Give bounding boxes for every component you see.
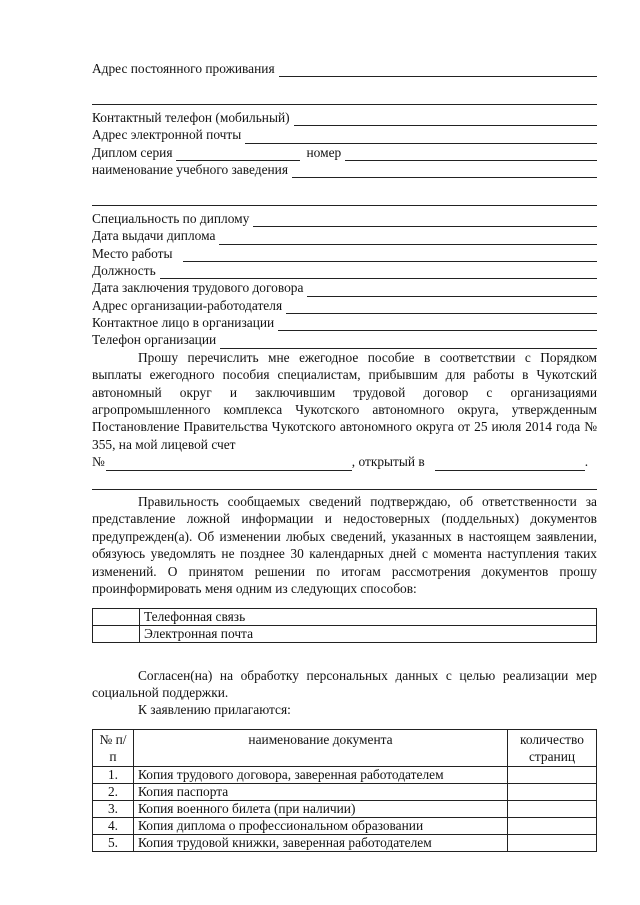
field-specialty: [92, 210, 597, 227]
document-name: Копия трудовой книжки, заверенная работодателем: [134, 834, 508, 851]
contact-method-label: Электронная почта: [140, 625, 597, 642]
table-header-row: [93, 729, 597, 766]
row-number: 2.: [93, 783, 134, 800]
column-header-document: наименование документа: [134, 729, 508, 766]
document-name: Копия трудового договора, заверенная работодателем: [134, 766, 508, 783]
field-label: Дата заключения трудового договора: [92, 280, 304, 296]
field-email: [92, 126, 597, 143]
table-row: [93, 834, 597, 851]
field-contact-person: [92, 314, 597, 331]
field-label: Телефон организации: [92, 332, 217, 348]
field-label: Адрес организации-работодателя: [92, 297, 283, 313]
field-mobile-phone: [92, 109, 597, 126]
page-count-cell[interactable]: [508, 800, 597, 817]
table-row: [93, 608, 597, 625]
attachments-table: [92, 729, 597, 852]
position-input-line[interactable]: [160, 266, 597, 279]
table-row: [93, 800, 597, 817]
account-continuation-line[interactable]: [92, 475, 597, 490]
contact-method-checkbox[interactable]: [93, 608, 140, 625]
diploma-number-input-line[interactable]: [345, 148, 597, 161]
address-input-line[interactable]: [279, 64, 597, 77]
organization-phone-input-line[interactable]: [220, 336, 597, 349]
field-label: Контактный телефон (мобильный): [92, 109, 290, 125]
document-name: Копия военного билета (при наличии): [134, 800, 508, 817]
contact-methods-table: [92, 608, 597, 643]
field-label: наименование учебного заведения: [92, 161, 289, 177]
employer-address-input-line[interactable]: [286, 301, 597, 314]
period: .: [584, 454, 589, 470]
diploma-series-input-line[interactable]: [176, 148, 300, 161]
field-label: Адрес постоянного проживания: [92, 60, 275, 76]
row-number: 1.: [93, 766, 134, 783]
page-count-cell[interactable]: [508, 783, 597, 800]
field-label: Должность: [92, 262, 156, 278]
contract-date-input-line[interactable]: [307, 284, 597, 297]
contact-method-checkbox[interactable]: [93, 625, 140, 642]
field-contract-date: [92, 279, 597, 296]
field-label: Адрес электронной почты: [92, 127, 242, 143]
diploma-date-input-line[interactable]: [219, 232, 597, 245]
column-header-number: № п/п: [93, 729, 134, 766]
bank-name-input-line[interactable]: [435, 458, 585, 471]
row-number: 5.: [93, 834, 134, 851]
column-header-pages: количество страниц: [508, 729, 597, 766]
field-organization-phone: [92, 331, 597, 348]
field-employer-address: [92, 297, 597, 314]
application-form: [92, 60, 597, 852]
mobile-phone-input-line[interactable]: [294, 113, 597, 126]
field-label: Специальность по диплому: [92, 210, 250, 226]
institution-input-line[interactable]: [292, 165, 597, 178]
table-row: [93, 625, 597, 642]
document-name: Копия диплома о профессиональном образовании: [134, 817, 508, 834]
page-count-cell[interactable]: [508, 834, 597, 851]
table-row: [93, 817, 597, 834]
field-label: Дата выдачи диплома: [92, 228, 216, 244]
page-count-cell[interactable]: [508, 766, 597, 783]
table-row: [93, 783, 597, 800]
table-row: [93, 766, 597, 783]
field-institution: [92, 161, 597, 178]
workplace-input-line[interactable]: [183, 249, 598, 262]
attachments-intro: К заявлению прилагаются:: [138, 702, 291, 718]
email-input-line[interactable]: [245, 131, 597, 144]
row-number: 4.: [93, 817, 134, 834]
confirm-paragraph: Правильность сообщаемых сведений подтверждаю, об ответственности за представление ложной информации и недостоверных (поддельных) документов предупрежден(а). Об изменении любых сведений, указанных в настоящем заявлении, обязуюсь уведомлять не позднее 30 календарных дней с момента наступления таких изменений. О принятом решении по итогам рассмотрения документов прошу проинформировать меня одним из следующих способов:: [92, 494, 597, 597]
account-opened-label: , открытый в: [351, 454, 425, 470]
request-paragraph: Прошу перечислить мне ежегодное пособие в соответствии с Порядком выплаты ежегодного пособия специалистам, прибывшим для работы в Чукотский автономный округ и заключившим трудовой договор с организациями агропромышленного комплекса Чукотского автономного округа, утвержденным Постановление Правительства Чукотского автономного округа от 25 июля 2014 года № 355, на мой лицевой счет: [92, 349, 597, 452]
row-number: 3.: [93, 800, 134, 817]
field-address: [92, 60, 597, 77]
field-diploma-date: [92, 227, 597, 244]
contact-person-input-line[interactable]: [278, 318, 597, 331]
address-continuation-line[interactable]: [92, 90, 597, 105]
field-position: [92, 262, 597, 279]
field-label: Контактное лицо в организации: [92, 315, 275, 331]
account-number-input-line[interactable]: [106, 458, 352, 471]
document-name: Копия паспорта: [134, 783, 508, 800]
account-line: [92, 453, 597, 470]
page-count-cell[interactable]: [508, 817, 597, 834]
consent-paragraph: Согласен(на) на обработку персональных данных с целью реализации мер социальной поддержки.: [92, 667, 597, 700]
field-workplace: [92, 245, 597, 262]
field-label: Диплом серия: [92, 144, 173, 160]
contact-method-label: Телефонная связь: [140, 608, 597, 625]
specialty-input-line[interactable]: [253, 214, 597, 227]
account-prefix: №: [92, 454, 105, 470]
field-diploma: [92, 144, 597, 161]
field-label: Место работы: [92, 245, 173, 261]
institution-continuation-line[interactable]: [92, 191, 597, 206]
field-label: номер: [306, 144, 342, 160]
